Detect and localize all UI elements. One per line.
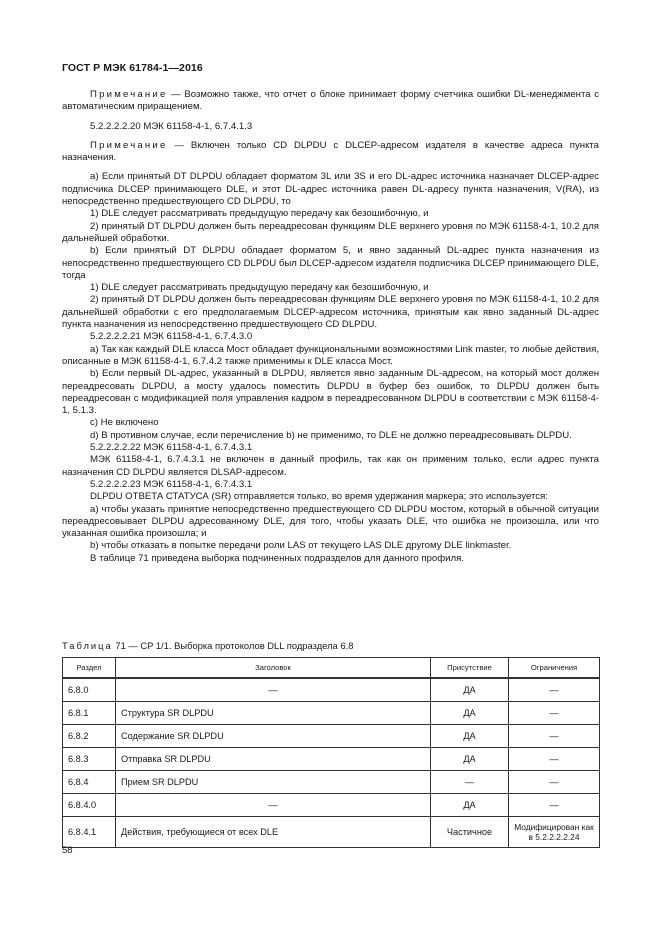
section-number: 5.2.2.2.2.22 МЭК 61158-4-1, 6.7.4.3.1 (90, 442, 253, 454)
section-number: 5.2.2.2.2.23 МЭК 61158-4-1, 6.7.4.3.1 (90, 478, 253, 490)
table-row (63, 748, 600, 771)
cell-presence: ДА (431, 748, 509, 771)
table-caption (62, 640, 353, 651)
cell-presence: ДА (431, 702, 509, 725)
cell-constraints: — (509, 748, 600, 771)
paragraph: b) чтобы отказать в попытке передачи роли LAS от текущего LAS DLE другому DLE linkmaster. (90, 540, 512, 552)
protocol-selection-table (62, 657, 600, 848)
cell-section: 6.8.0 (63, 678, 116, 702)
header-title: Заголовок (116, 658, 431, 679)
section-number: 5.2.2.2.2.20 МЭК 61158-4-1, 6.7.4.1.3 (90, 120, 253, 132)
cell-title: Отправка SR DLPDU (116, 748, 431, 771)
paragraph: 1) DLE следует рассматривать предыдущую передачу как безошибочную, и (90, 282, 429, 294)
paragraph: В таблице 71 приведена выборка подчиненных подразделов для данного профиля. (90, 552, 464, 564)
table-row (63, 678, 600, 702)
paragraph: с) Не включено (90, 417, 159, 429)
cell-constraints: — (509, 678, 600, 702)
section-number: 5.2.2.2.2.21 МЭК 61158-4-1, 6.7.4.3.0 (90, 331, 253, 343)
table-row (63, 817, 600, 848)
paragraph: b) Если принятый DT DLPDU обладает форматом 5, и явно заданный DL-адрес пункта назначения из непосредственно предшествующего CD DLPDU был DLCEP-адресом издателя подписчика DLCEP принимающего DLE, тогда (62, 245, 599, 281)
cell-constraints: — (509, 725, 600, 748)
table-row (63, 702, 600, 725)
cell-constraints: — (509, 771, 600, 794)
paragraph: 1) DLE следует рассматривать предыдущую передачу как безошибочную, и (90, 208, 429, 220)
header-constraints: Ограничения (509, 658, 600, 679)
table-caption-text: 71 — CP 1/1. Выборка протоколов DLL подраздела 6.8 (112, 640, 354, 651)
note-paragraph (62, 140, 599, 165)
page-number: 58 (62, 845, 73, 856)
paragraph: а) Так как каждый DLE класса Мост обладает функциональными возможностями Link master, то любые действия, описанные в МЭК 61158-4-1, 6.7.4.2 также применимы к DLE класса Мост. (62, 343, 599, 367)
header-presence: Присутствие (431, 658, 509, 679)
table-row (63, 794, 600, 817)
cell-presence: ДА (431, 794, 509, 817)
paragraph: d) В противном случае, если перечисление b) не применимо, то DLE не должно переадресовывать DLPDU. (90, 429, 572, 441)
note-text: — Возможно также, что отчет о блоке принимает форму счетчика ошибки DL-менеджмента с автоматическим приращением. (62, 89, 599, 113)
table-row (63, 771, 600, 794)
table-header-row (63, 658, 600, 679)
cell-title: Прием SR DLPDU (116, 771, 431, 794)
cell-presence: Частичное (431, 817, 509, 848)
cell-title: — (116, 678, 431, 702)
cell-section: 6.8.1 (63, 702, 116, 725)
body-text (62, 89, 599, 565)
cell-constraints: — (509, 702, 600, 725)
cell-title: Структура SR DLPDU (116, 702, 431, 725)
cell-title: Содержание SR DLPDU (116, 725, 431, 748)
cell-title: — (116, 794, 431, 817)
cell-title: Действия, требующиеся от всех DLE (116, 817, 431, 848)
paragraph: b) Если первый DL-адрес, указанный в DLPDU, является явно заданным DL-адресом, на который мост должен переадресовать DLPDU, а мосту удалось поместить DLPDU в буфер без ошибок, то DLPDU должен быть переадресован с модификацией поля управления кадром в переадресованном DLPDU в соответствии с МЭК 61158-4-1, 5.1.3. (62, 368, 599, 417)
note-label: Примечание (90, 139, 168, 151)
page-header: ГОСТ Р МЭК 61784-1—2016 (62, 62, 203, 74)
header-section: Раздел (63, 658, 116, 679)
note-text: — Включен только CD DLPDU с DLCEP-адресом издателя в качестве адреса пункта назначения. (62, 139, 599, 164)
cell-constraints: — (509, 794, 600, 817)
cell-presence: ДА (431, 725, 509, 748)
cell-constraints: Модифицирован как в 5.2.2.2.2.24 (509, 817, 600, 848)
table-row (63, 725, 600, 748)
cell-section: 6.8.3 (63, 748, 116, 771)
paragraph: а) Если принятый DT DLPDU обладает форматом 3L или 3S и его DL-адрес источника назначает DLCEP-адрес подписчика DLCEP принимающего DLE, и этот DL-адрес источника равен DL-адресу пункта назначения, V(RA), из непосредственно предшествующего CD DLPDU, то (62, 171, 599, 208)
table-caption-word: Таблица (62, 640, 113, 651)
cell-section: 6.8.4 (63, 771, 116, 794)
paragraph: DLPDU ОТВЕТА СТАТУСА (SR) отправляется только, во время удержания маркера; это используется: (90, 491, 548, 503)
paragraph: 2) принятый DT DLPDU должен быть переадресован функциям DLE верхнего уровня по МЭК 61158-4-1, 10.2 для дальнейшей обработки с его предполагаемым DLCEP-адресом источника, принятым как явно заданный DL-адрес пункта назначения из непосредственно предшествующего CD DLPDU. (62, 294, 599, 331)
paragraph: МЭК 61158-4-1, 6.7.4.3.1 не включен в данный профиль, так как он применим только, если адрес пункта назначения CD DLPDU является DLSAP-адресом. (62, 454, 599, 478)
paragraph: а) чтобы указать принятие непосредственно предшествующего CD DLPDU мостом, который в обычной ситуации переадресовывает DLPDU адресованному DLE, для того, чтобы указать DLE, что ошибка не произошла, или что указанная ошибка произошла; и (62, 503, 599, 540)
paragraph: 2) принятый DT DLPDU должен быть переадресован функциям DLE верхнего уровня по МЭК 61158-4-1, 10.2 для дальнейшей обработки. (62, 220, 599, 244)
note-label: Примечание (90, 89, 168, 100)
cell-presence: — (431, 771, 509, 794)
cell-section: 6.8.4.1 (63, 817, 116, 848)
cell-section: 6.8.2 (63, 725, 116, 748)
note-paragraph (62, 89, 599, 114)
cell-presence: ДА (431, 678, 509, 702)
cell-section: 6.8.4.0 (63, 794, 116, 817)
